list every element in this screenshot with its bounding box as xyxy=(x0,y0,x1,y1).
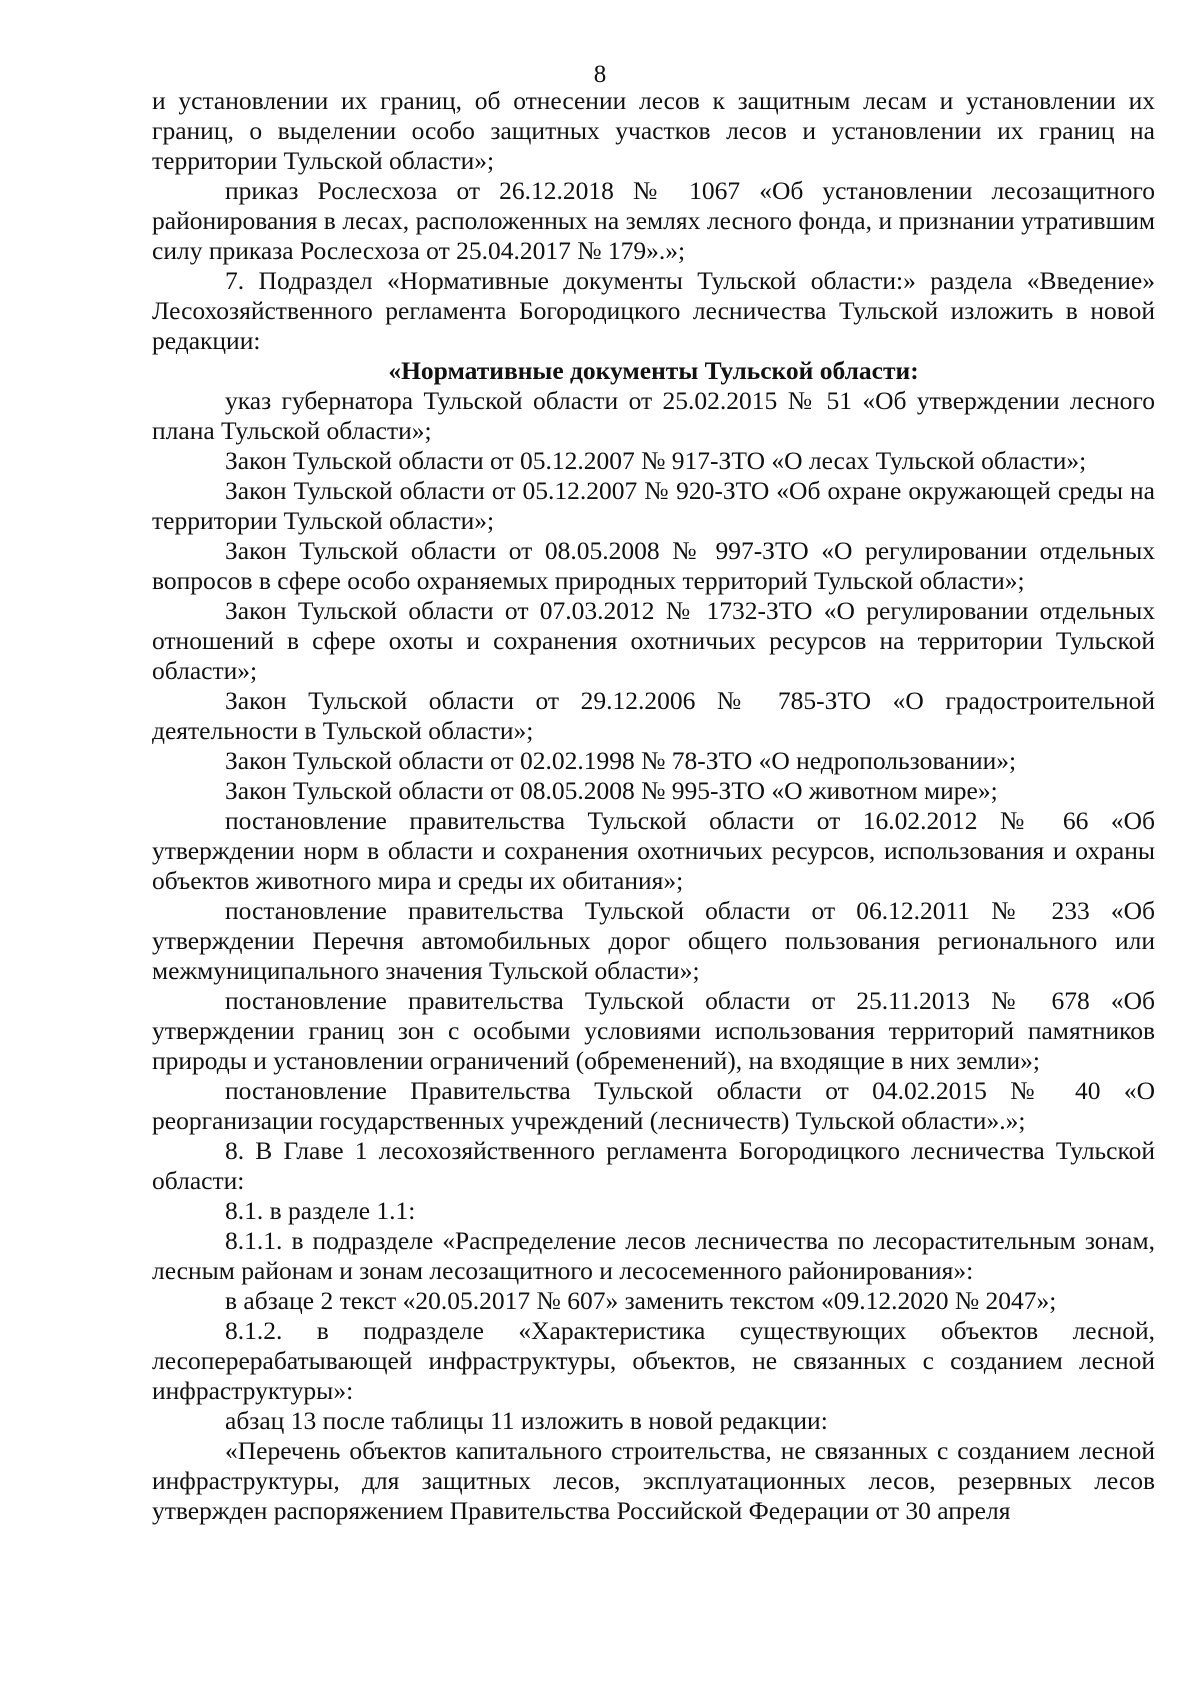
paragraph: постановление правительства Тульской области от 16.02.2012 № 66 «Об утверждении норм в области и сохранения охотничьих ресурсов, использования и охраны объектов животного мира и среды их обитания»; xyxy=(152,806,1155,895)
paragraph: постановление правительства Тульской области от 25.11.2013 № 678 «Об утверждении границ зон с особыми условиями использования территорий памятников природы и установлении ограничений (обременений), на входящие в них земли»; xyxy=(152,986,1155,1075)
paragraph: Закон Тульской области от 07.03.2012 № 1732-ЗТО «О регулировании отдельных отношений в сфере охоты и сохранения охотничьих ресурсов на территории Тульской области»; xyxy=(152,596,1155,685)
paragraph: указ губернатора Тульской области от 25.02.2015 № 51 «Об утверждении лесного плана Тульской области»; xyxy=(152,386,1155,445)
paragraph: Закон Тульской области от 02.02.1998 № 78-ЗТО «О недропользовании»; xyxy=(225,746,1017,775)
paragraph: в абзаце 2 текст «20.05.2017 № 607» заменить текстом «09.12.2020 № 2047»; xyxy=(225,1286,1057,1315)
paragraph: приказ Рослесхоза от 26.12.2018 № 1067 «Об установлении лесозащитного районирования в лесах, расположенных на землях лесного фонда, и признании утратившим силу приказа Рослесхоза от 25.04.2017 № 179».»; xyxy=(152,176,1155,265)
paragraph: «Перечень объектов капитального строительства, не связанных с созданием лесной инфраструктуры, для защитных лесов, эксплуатационных лесов, резервных лесов утвержден распоряжением Правительства Российской Федерации от 30 апреля xyxy=(152,1436,1155,1525)
paragraph: Закон Тульской области от 29.12.2006 № 785-ЗТО «О градостроительной деятельности в Тульской области»; xyxy=(152,686,1155,745)
paragraph: постановление Правительства Тульской области от 04.02.2015 № 40 «О реорганизации государственных учреждений (лесничеств) Тульской области».»; xyxy=(152,1076,1155,1135)
paragraph: и установлении их границ, об отнесении лесов к защитным лесам и установлении их границ, о выделении особо защитных участков лесов и установлении их границ на территории Тульской области»; xyxy=(152,86,1155,175)
section-heading: «Нормативные документы Тульской области: xyxy=(388,356,919,385)
paragraph: 8.1.2. в подразделе «Характеристика существующих объектов лесной, лесоперерабатывающей инфраструктуры, объектов, не связанных с созданием лесной инфраструктуры»: xyxy=(152,1316,1155,1405)
paragraph: 8.1.1. в подразделе «Распределение лесов лесничества по лесорастительным зонам, лесным районам и зонам лесозащитного и лесосеменного районирования»: xyxy=(152,1226,1155,1285)
paragraph: 8. В Главе 1 лесохозяйственного регламента Богородицкого лесничества Тульской области: xyxy=(152,1136,1155,1195)
page-number: 8 xyxy=(593,61,607,88)
paragraph: Закон Тульской области от 05.12.2007 № 920-ЗТО «Об охране окружающей среды на территории Тульской области»; xyxy=(152,476,1155,535)
paragraph: 8.1. в разделе 1.1: xyxy=(225,1196,416,1225)
paragraph: Закон Тульской области от 08.05.2008 № 995-ЗТО «О животном мире»; xyxy=(225,776,998,805)
paragraph: Закон Тульской области от 05.12.2007 № 917-ЗТО «О лесах Тульской области»; xyxy=(225,446,1087,475)
paragraph: Закон Тульской области от 08.05.2008 № 997-ЗТО «О регулировании отдельных вопросов в сфере особо охраняемых природных территорий Тульской области»; xyxy=(152,536,1155,595)
paragraph: 7. Подраздел «Нормативные документы Тульской области:» раздела «Введение» Лесохозяйственного регламента Богородицкого лесничества Тульской изложить в новой редакции: xyxy=(152,266,1155,355)
paragraph: постановление правительства Тульской области от 06.12.2011 № 233 «Об утверждении Перечня автомобильных дорог общего пользования регионального или межмуниципального значения Тульской области»; xyxy=(152,896,1155,985)
paragraph: абзац 13 после таблицы 11 изложить в новой редакции: xyxy=(225,1406,828,1435)
document-body xyxy=(152,86,1155,1526)
